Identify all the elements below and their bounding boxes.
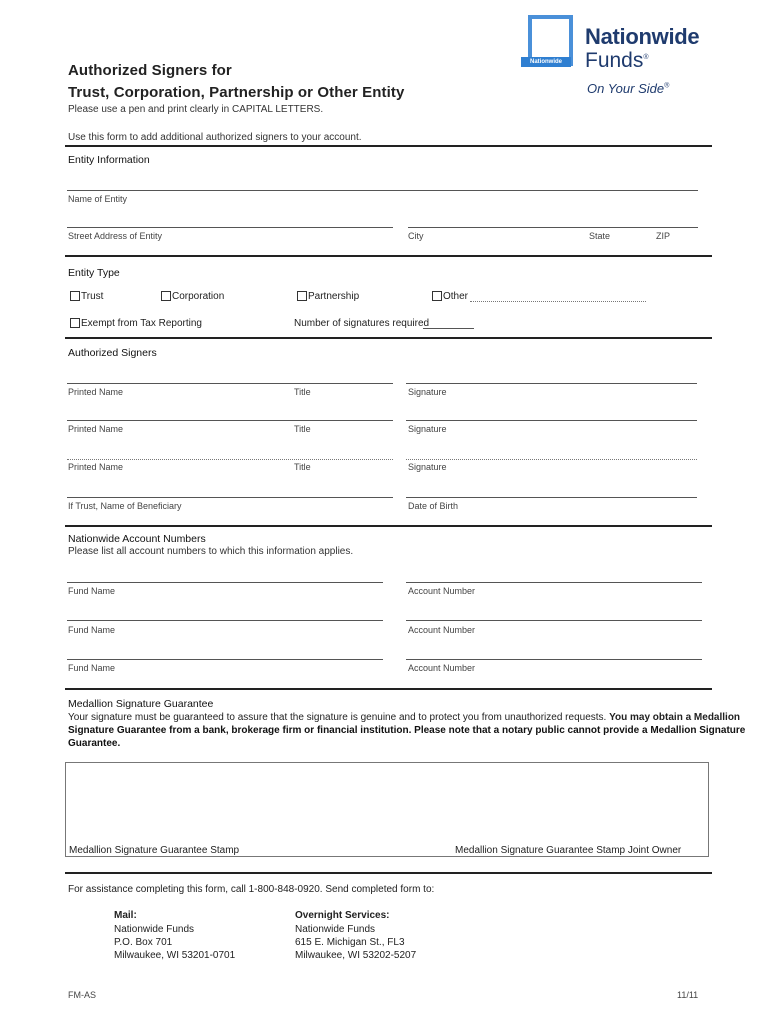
date-code: 11/11 bbox=[677, 990, 699, 1000]
signers-heading: Authorized Signers bbox=[68, 347, 157, 359]
medallion-text-plain: Your signature must be guaranteed to assure that the signature is genuine and to protect you from unauthorized requests. bbox=[68, 712, 607, 723]
corporation-checkbox[interactable] bbox=[161, 291, 171, 301]
accounts-heading: Nationwide Account Numbers bbox=[68, 533, 206, 545]
printed-name-label: Printed Name bbox=[68, 424, 124, 434]
section-rule bbox=[65, 688, 712, 690]
title-label: Title bbox=[294, 387, 311, 397]
num-signatures-field[interactable] bbox=[423, 328, 474, 329]
overnight-heading: Overnight Services: bbox=[295, 910, 390, 921]
signature-label: Signature bbox=[408, 424, 447, 434]
fund-name-field-1[interactable] bbox=[67, 582, 383, 583]
section-rule bbox=[65, 337, 712, 339]
fund-name-field-3[interactable] bbox=[67, 659, 383, 660]
mail-line2: P.O. Box 701 bbox=[114, 937, 173, 948]
title-label: Title bbox=[294, 424, 311, 434]
signature-field-3[interactable] bbox=[406, 459, 697, 460]
zip-label: ZIP bbox=[656, 231, 671, 241]
mail-line1: Nationwide Funds bbox=[114, 924, 195, 935]
medallion-text-line2: Signature Guarantee from a bank, brokerage firm or financial institution. Please note that a notary public cannot provide a Medallion Signature bbox=[68, 725, 746, 736]
partnership-label: Partnership bbox=[308, 291, 360, 302]
signature-label: Signature bbox=[408, 462, 447, 472]
printed-name-field-1[interactable] bbox=[67, 383, 393, 384]
logo-name: Nationwide bbox=[585, 24, 700, 49]
street-address-field[interactable] bbox=[67, 227, 393, 228]
other-specify-field[interactable] bbox=[470, 301, 646, 302]
account-number-field-3[interactable] bbox=[406, 659, 702, 660]
exempt-label: Exempt from Tax Reporting bbox=[81, 318, 202, 329]
printed-name-label: Printed Name bbox=[68, 462, 124, 472]
fund-name-label: Fund Name bbox=[68, 625, 116, 635]
other-label: Other bbox=[443, 291, 469, 302]
trust-checkbox[interactable] bbox=[70, 291, 80, 301]
stamp-joint-label: Medallion Signature Guarantee Stamp Joint Owner bbox=[455, 845, 682, 856]
printed-name-field-3[interactable] bbox=[67, 459, 393, 460]
fund-name-field-2[interactable] bbox=[67, 620, 383, 621]
assistance-text: For assistance completing this form, call 1-800-848-0920. Send completed form to: bbox=[68, 884, 435, 895]
section-rule bbox=[65, 872, 712, 874]
signature-label: Signature bbox=[408, 387, 447, 397]
account-number-label: Account Number bbox=[408, 586, 476, 596]
account-number-field-1[interactable] bbox=[406, 582, 702, 583]
beneficiary-label: If Trust, Name of Beneficiary bbox=[68, 501, 182, 511]
mail-heading: Mail: bbox=[114, 910, 137, 921]
num-signatures-label: Number of signatures required bbox=[294, 318, 430, 329]
section-rule bbox=[65, 255, 712, 257]
medallion-text-line1 bbox=[68, 712, 740, 723]
nationwide-logo-badge: Nationwide bbox=[521, 57, 571, 67]
form-title-line2: Trust, Corporation, Partnership or Other Entity bbox=[68, 84, 405, 101]
overnight-line1: Nationwide Funds bbox=[295, 924, 376, 935]
section-rule bbox=[65, 525, 712, 527]
other-checkbox[interactable] bbox=[432, 291, 442, 301]
logo-funds bbox=[585, 49, 649, 73]
stamp-label: Medallion Signature Guarantee Stamp bbox=[69, 845, 240, 856]
form-code: FM-AS bbox=[68, 990, 96, 1000]
entity-name-label: Name of Entity bbox=[68, 194, 128, 204]
printed-name-field-2[interactable] bbox=[67, 420, 393, 421]
medallion-text-bold: You may obtain a Medallion bbox=[609, 712, 741, 723]
trust-label: Trust bbox=[81, 291, 104, 302]
medallion-heading: Medallion Signature Guarantee bbox=[68, 698, 214, 710]
city-label: City bbox=[408, 231, 424, 241]
logo-funds-text: Funds bbox=[585, 49, 644, 72]
account-number-label: Account Number bbox=[408, 663, 476, 673]
dob-field[interactable] bbox=[406, 497, 697, 498]
beneficiary-field[interactable] bbox=[67, 497, 393, 498]
entity-info-heading: Entity Information bbox=[68, 154, 150, 166]
state-label: State bbox=[589, 231, 611, 241]
form-purpose: Use this form to add additional authorized signers to your account. bbox=[68, 132, 362, 143]
medallion-stamp-box[interactable] bbox=[65, 762, 709, 857]
signature-field-2[interactable] bbox=[406, 420, 697, 421]
printed-name-label: Printed Name bbox=[68, 387, 124, 397]
street-address-label: Street Address of Entity bbox=[68, 231, 163, 241]
entity-type-heading: Entity Type bbox=[68, 267, 120, 279]
overnight-line2: 615 E. Michigan St., FL3 bbox=[295, 937, 405, 948]
partnership-checkbox[interactable] bbox=[297, 291, 307, 301]
dob-label: Date of Birth bbox=[408, 501, 459, 511]
logo-tagline-text: On Your Side bbox=[587, 81, 665, 96]
signature-field-1[interactable] bbox=[406, 383, 697, 384]
instructions: Please use a pen and print clearly in CAPITAL LETTERS. bbox=[68, 104, 324, 115]
corporation-label: Corporation bbox=[172, 291, 225, 302]
account-number-field-2[interactable] bbox=[406, 620, 702, 621]
medallion-text-line3: Guarantee. bbox=[68, 738, 121, 749]
fund-name-label: Fund Name bbox=[68, 586, 116, 596]
entity-name-field[interactable] bbox=[67, 190, 698, 191]
section-rule bbox=[65, 145, 712, 147]
exempt-checkbox[interactable] bbox=[70, 318, 80, 328]
fund-name-label: Fund Name bbox=[68, 663, 116, 673]
title-label: Title bbox=[294, 462, 311, 472]
logo-tagline-mark: ® bbox=[664, 82, 670, 90]
city-state-zip-field[interactable] bbox=[408, 227, 698, 228]
logo-funds-mark: ® bbox=[643, 54, 649, 61]
logo-tagline bbox=[587, 81, 669, 96]
accounts-note: Please list all account numbers to which this information applies. bbox=[68, 546, 354, 557]
account-number-label: Account Number bbox=[408, 625, 476, 635]
overnight-line3: Milwaukee, WI 53202-5207 bbox=[295, 950, 417, 961]
form-title-line1: Authorized Signers for bbox=[68, 62, 232, 79]
mail-line3: Milwaukee, WI 53201-0701 bbox=[114, 950, 236, 961]
